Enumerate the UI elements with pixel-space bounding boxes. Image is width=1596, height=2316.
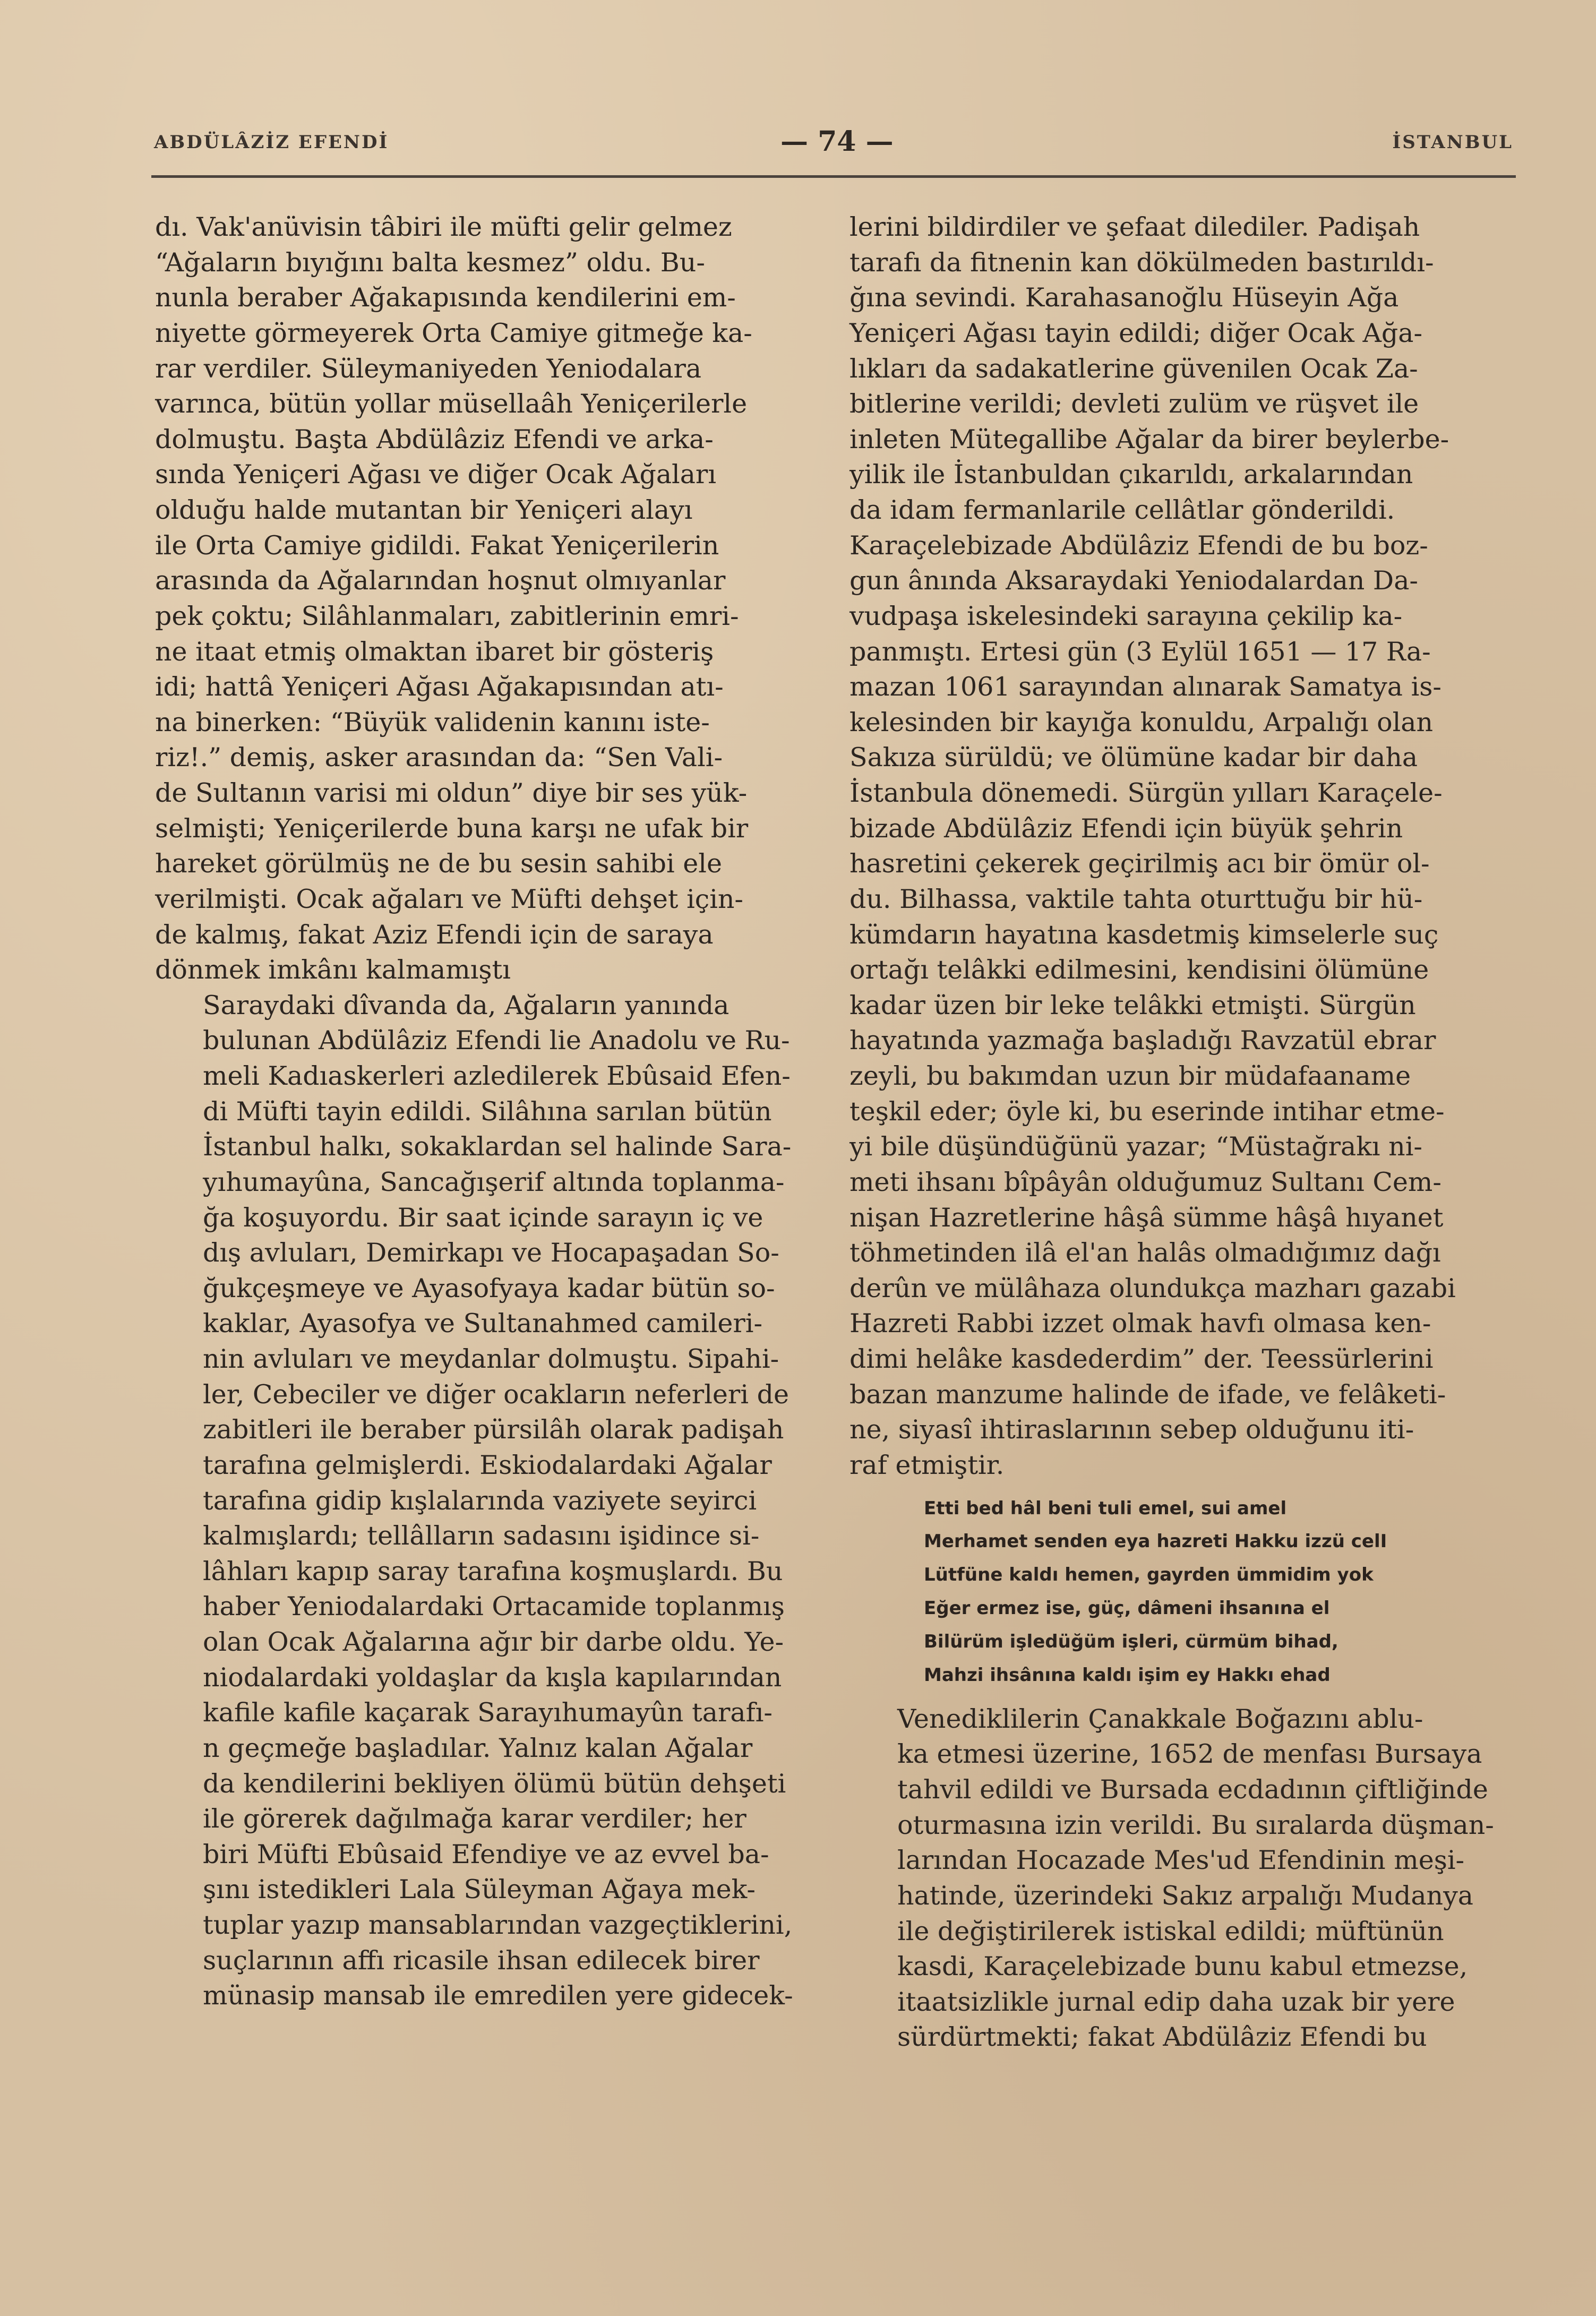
paragraph-continued [155,210,813,988]
text-line: kafile kafile kaçarak Sarayıhumayûn tarafı- [203,1697,773,1728]
text-line: nunla beraber Ağakapısında kendilerini em- [155,282,736,313]
text-line: riz!.” demiş, asker arasından da: “Sen Vali- [155,742,723,773]
text-line: kasdi, Karaçelebizade bunu kabul etmezse, [897,1951,1468,1982]
text-line: kümdarın hayatına kasdetmiş kimselerle suç [850,919,1439,950]
text-line: tuplar yazıp mansablarından vazgeçtiklerini, [203,1910,793,1940]
text-line: rar verdiler. Süleymaniyeden Yeniodalara [155,353,702,384]
text-line: “Ağaların bıyığını balta kesmez” oldu. Bu- [155,247,705,278]
text-line: ile Orta Camiye gidildi. Fakat Yeniçerilerin [155,530,719,561]
text-line: lâhları kapıp saray tarafına koşmuşlardı. Bu [203,1556,783,1586]
text-line: de Sultanın varisi mi oldun” diye bir ses yük- [155,778,748,808]
text-line: Sakıza sürüldü; ve ölümüne kadar bir daha [850,742,1418,773]
text-line: zabitleri ile beraber pürsilâh olarak padişah [203,1414,784,1445]
text-line: Karaçelebizade Abdülâziz Efendi de bu boz- [850,530,1428,561]
poem-verse [924,1492,1508,1692]
text-line: haber Yeniodalardaki Ortacamide toplanmış [203,1591,785,1622]
text-line: sında Yeniçeri Ağası ve diğer Ocak Ağaları [155,459,717,490]
text-line: tarafına gelmişlerdi. Eskiodalardaki Ağalar [203,1449,772,1480]
text-line: meli Kadıaskerleri azledilerek Ebûsaid Efen- [203,1061,791,1091]
page-number: — 74 — [780,125,894,158]
poem-line: Etti bed hâl beni tuli emel, sui amel [924,1497,1287,1519]
text-line: teşkil eder; öyle ki, bu eserinde intihar etme- [850,1096,1445,1127]
poem-line: Lütfüne kaldı hemen, gayrden ümmidim yok [924,1564,1374,1586]
text-line: tahvil edildi ve Bursada ecdadının çiftliğinde [897,1774,1488,1805]
text-line: derûn ve mülâhaza olundukça mazharı gazabi [850,1273,1456,1303]
text-line: bulunan Abdülâziz Efendi lie Anadolu ve Ru- [203,1025,790,1056]
text-line: vudpaşa iskelesindeki sarayına çekilip ka- [850,601,1403,631]
text-line: bitlerine verildi; devleti zulüm ve rüşvet ile [850,389,1419,419]
text-line: suçlarının affı ricasile ihsan edilecek birer [203,1945,760,1976]
text-line: kadar üzen bir leke telâkki etmişti. Sürgün [850,990,1416,1020]
text-line: de kalmış, fakat Aziz Efendi için de saraya [155,919,714,950]
text-line: bizade Abdülâziz Efendi için büyük şehrin [850,813,1403,844]
text-line: tarafına gidip kışlalarında vaziyete seyirci [203,1485,757,1516]
text-line: ka etmesi üzerine, 1652 de menfası Bursaya [897,1739,1482,1770]
header-rule [151,175,1516,178]
text-line: larından Hocazade Mes'ud Efendinin meşi- [897,1845,1465,1876]
text-line: hatinde, üzerindeki Sakız arpalığı Mudanya [897,1880,1474,1911]
text-line: kaklar, Ayasofya ve Sultanahmed camileri- [203,1308,763,1339]
paragraph-divan [155,988,813,2014]
text-line: selmişti; Yeniçerilerde buna karşı ne ufak bir [155,813,749,844]
text-line: arasında da Ağalarından hoşnut olmıyanlar [155,565,726,596]
text-line: ne itaat etmiş olmaktan ibaret bir gösteriş [155,636,714,667]
poem-line: Bilürüm işledüğüm işleri, cürmüm bihad, [924,1631,1338,1653]
text-line: hareket görülmüş ne de bu sesin sahibi ele [155,848,722,879]
text-line: na binerken: “Büyük validenin kanını iste- [155,707,710,737]
text-line: varınca, bütün yollar müsellaâh Yeniçerilerle [155,389,748,419]
text-line: hayatında yazmağa başladığı Ravzatül ebrar [850,1025,1436,1056]
text-line: kelesinden bir kayığa konuldu, Arpalığı olan [850,707,1434,737]
text-line: yilik ile İstanbuldan çıkarıldı, arkalarından [850,459,1413,490]
text-line: sürdürtmekti; fakat Abdülâziz Efendi bu [897,2022,1427,2053]
text-line: itaatsizlikle jurnal edip daha uzak bir yere [897,1986,1455,2017]
text-line: İstanbul halkı, sokaklardan sel halinde Sara- [203,1131,792,1162]
text-line: ile değiştirilerek istiskal edildi; müftünün [897,1916,1444,1946]
text-line: niyette görmeyerek Orta Camiye gitmeğe ka- [155,318,752,348]
text-line: dış avluları, Demirkapı ve Hocapaşadan So- [203,1238,779,1268]
text-line: Hazreti Rabbi izzet olmak havfı olmasa ken- [850,1308,1431,1339]
text-line: Yeniçeri Ağası tayin edildi; diğer Ocak Ağa- [850,318,1423,348]
text-line: raf etmiştir. [850,1449,1005,1480]
text-line: ğukçeşmeye ve Ayasofyaya kadar bütün so- [203,1273,775,1303]
header-city: İSTANBUL [1392,132,1513,153]
text-line: yi bile düşündüğünü yazar; “Müstağrakı ni- [850,1131,1422,1162]
text-line: panmıştı. Ertesi gün (3 Eylül 1651 — 17 Ra- [850,636,1431,667]
text-line: ler, Cebeciler ve diğer ocakların neferleri de [203,1379,789,1410]
text-line: Venediklilerin Çanakkale Boğazını ablu- [897,1703,1423,1734]
text-line: dolmuştu. Başta Abdülâziz Efendi ve arka- [155,424,714,454]
text-line: dönmek imkânı kalmamıştı [155,955,511,985]
text-line: yıhumayûna, Sancağışerif altında toplanma- [203,1166,785,1197]
text-line: inleten Mütegallibe Ağalar da birer beylerbe- [850,424,1449,454]
text-line: ğına sevindi. Karahasanoğlu Hüseyin Ağa [850,282,1399,313]
text-line: ortağı telâkki edilmesini, kendisini ölümüne [850,955,1429,985]
text-line: ne, siyasî ihtiraslarının sebep olduğunu iti- [850,1414,1414,1445]
text-line: dı. Vak'anüvisin tâbiri ile müfti gelir gelmez [155,212,732,242]
paragraph-venice [850,1702,1508,2055]
text-line: şını istedikleri Lala Süleyman Ağaya mek- [203,1874,756,1905]
poem-line: Eğer ermez ise, güç, dâmeni ihsanına el [924,1598,1330,1619]
text-line: da kendilerini bekliyen ölümü bütün dehşeti [203,1768,786,1799]
text-line: hasretini çekerek geçirilmiş acı bir ömür ol- [850,848,1430,879]
text-line: mazan 1061 sarayından alınarak Samatya is- [850,672,1441,702]
text-line: İstanbula dönemedi. Sürgün yılları Karaçele- [850,778,1443,808]
text-line: münasip mansab ile emredilen yere gidecek- [203,1980,793,2011]
text-line: kalmışlardı; tellâlların sadasını işidince si- [203,1521,760,1551]
text-line: dimi helâke kasdederdim” der. Teessürlerini [850,1344,1434,1374]
running-header [154,125,1513,174]
text-line: du. Bilhassa, vaktile tahta oturttuğu bir hü- [850,883,1423,914]
text-line: n geçmeğe başladılar. Yalnız kalan Ağalar [203,1732,753,1763]
text-line: da idam fermanlarile cellâtlar gönderildi. [850,495,1395,525]
text-line: di Müfti tayin edildi. Silâhına sarılan bütün [203,1096,772,1127]
right-column [850,210,1508,2055]
text-line: idi; hattâ Yeniçeri Ağası Ağakapısından atı- [155,672,724,702]
text-line: olduğu halde mutantan bir Yeniçeri alayı [155,495,693,525]
poem-line: Mahzi ihsânına kaldı işim ey Hakkı ehad [924,1664,1331,1686]
text-line: zeyli, bu bakımdan uzun bir müdafaaname [850,1061,1411,1091]
text-line: pek çoktu; Silâhlanmaları, zabitlerinin emri- [155,601,739,631]
text-line: töhmetinden ilâ el'an halâs olmadığımız dağı [850,1238,1441,1268]
poem-line: Merhamet senden eya hazreti Hakku izzü celI [924,1531,1387,1552]
text-line: ğa koşuyordu. Bir saat içinde sarayın iç ve [203,1202,763,1233]
text-line: gun ânında Aksaraydaki Yeniodalardan Da- [850,565,1418,596]
paragraph-exile [850,210,1508,1483]
text-line: lerini bildirdiler ve şefaat dilediler. Padişah [850,212,1420,242]
text-line: niodalardaki yoldaşlar da kışla kapılarından [203,1662,782,1693]
text-line: verilmişti. Ocak ağaları ve Müfti dehşet için- [155,883,743,914]
text-line: nin avluları ve meydanlar dolmuştu. Sipahi- [203,1344,779,1374]
text-line: ile görerek dağılmağa karar verdiler; her [203,1804,746,1834]
text-line: oturmasına izin verildi. Bu sıralarda düşman- [897,1809,1494,1840]
text-line: bazan manzume halinde de ifade, ve felâketi- [850,1379,1446,1410]
left-column [155,210,813,2014]
text-line: meti ihsanı bîpâyân olduğumuz Sultanı Cem- [850,1166,1441,1197]
text-line: tarafı da fitnenin kan dökülmeden bastırıldı- [850,247,1434,278]
text-line: olan Ocak Ağalarına ağır bir darbe oldu. Ye- [203,1627,784,1657]
text-line: nişan Hazretlerine hâşâ sümme hâşâ hıyanet [850,1202,1444,1233]
text-line: biri Müfti Ebûsaid Efendiye ve az evvel ba- [203,1839,769,1869]
text-line: lıkları da sadakatlerine güvenilen Ocak Za- [850,353,1418,384]
header-author: ABDÜLÂZİZ EFENDİ [154,132,389,153]
text-line: Saraydaki dîvanda da, Ağaların yanında [203,990,730,1020]
